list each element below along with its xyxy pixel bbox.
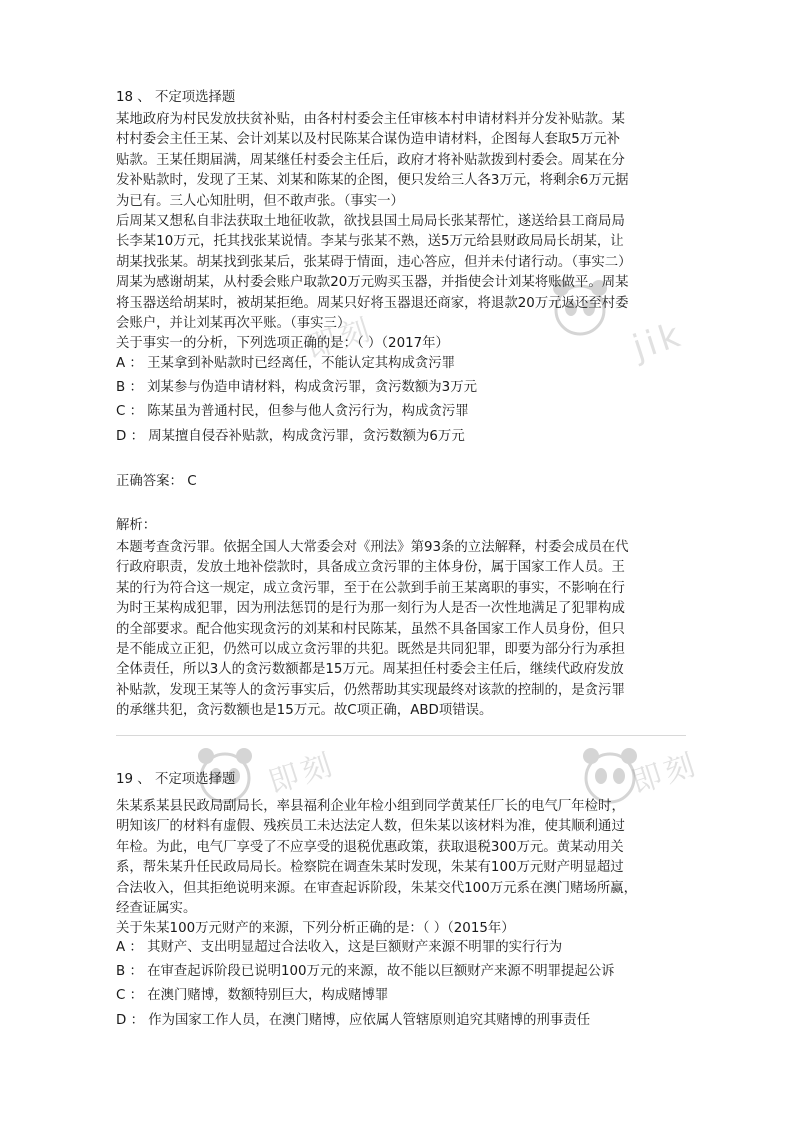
- analysis-line: 某的行为符合这一规定，成立贪污罪，至于在公款到手前王某离职的事实，不影响在行: [116, 580, 625, 596]
- stem-line: 关于事实一的分析，下列选项正确的是：（ ）（2017年）: [116, 336, 449, 352]
- stem-line: 年检。为此，电气厂享受了不应享受的退税优惠政策，获取退税300万元。黄某动用关: [116, 839, 624, 855]
- question-19-stem: [116, 797, 686, 940]
- option-c[interactable]: C ： 在澳门赌博，数额特别巨大，构成赌博罪: [116, 988, 389, 1004]
- stem-line: 村村委会主任王某、会计刘某以及村民陈某合谋伪造申请材料，企图每人套取5万元补: [116, 132, 620, 148]
- question-header: 19 、 不定项选择题: [116, 772, 236, 787]
- stem-line: 朱某系某县民政局副局长，率县福利企业年检小组到同学黄某任厂长的电气厂年检时，: [116, 799, 625, 814]
- option-a[interactable]: A ： 其财产、支出明显超过合法收入，这是巨额财产来源不明罪的实行行为: [116, 940, 563, 955]
- stem-line: 系，帮朱某升任民政局局长。检察院在调查朱某时发现，朱某有100万元财产明显超过: [116, 860, 624, 876]
- stem-line: 后周某又想私自非法获取土地征收款，欲找县国土局局长张某帮忙，遂送给县工商局局: [116, 213, 625, 229]
- question-18: [116, 88, 686, 108]
- analysis-line: 补贴款，发现王某等人的贪污事实后，仍然帮助其实现最终对该款的控制的，是贪污罪: [116, 682, 625, 698]
- stem-line: 周某为感谢胡某，从村委会账户取款20万元购买玉器，并指使会计刘某将账做平。周某: [116, 275, 629, 291]
- stem-line: 明知该厂的材料有虚假、残疾员工未达法定人数，但朱某以该材料为准，使其顺利通过: [116, 819, 625, 835]
- stem-line: 将玉器送给胡某时，被胡某拒绝。周某只好将玉器退还商家，将退款20万元返还至村委: [116, 295, 629, 311]
- option-a[interactable]: A ： 王某拿到补贴款时已经离任，不能认定其构成贪污罪: [116, 356, 456, 371]
- watermark-text-bottom-right: 即刻: [627, 746, 703, 801]
- stem-line: 长李某10万元，托其找张某说情。李某与张某不熟，送5万元给县财政局局长胡某，让: [116, 234, 624, 250]
- analysis-line: 为时王某构成犯罪，因为刑法惩罚的是行为那一刻行为人是否一次性地满足了犯罪构成: [116, 601, 625, 617]
- analysis-label: 解析：: [116, 518, 157, 533]
- stem-line: 为已有。三人心知肚明，但不敢声张。（事实一）: [116, 193, 404, 209]
- analysis-line: 行政府职责，发放土地补偿款时，具备成立贪污罪的主体身份，属于国家工作人员。王: [116, 560, 625, 576]
- correct-answer: 正确答案： C: [116, 474, 197, 489]
- analysis-line: 全体责任，所以3人的贪污数额都是15万元。周某担任村委会主任后，继续代政府发放: [116, 662, 624, 678]
- question-18-stem: [116, 110, 686, 355]
- option-b[interactable]: B ： 在审查起诉阶段已说明100万元的来源，故不能以巨额财产来源不明罪提起公诉: [116, 964, 615, 980]
- analysis-line: 是不能成立正犯，仍然可以成立贪污罪的共犯。既然是共同犯罪，即要为部分行为承担: [116, 641, 625, 657]
- option-d[interactable]: D ： 周某擅自侵吞补贴款，构成贪污罪，贪污数额为6万元: [116, 428, 465, 444]
- analysis-line: 本题考查贪污罪。依据全国人大常委会对《刑法》第93条的立法解释，村委会成员在代: [116, 540, 629, 555]
- option-b[interactable]: B ： 刘某参与伪造申请材料，构成贪污罪，贪污数额为3万元: [116, 380, 477, 396]
- stem-line: 发补贴款时，发现了王某、刘某和陈某的企图，便只发给三人各3万元，将剩余6万元据: [116, 173, 629, 189]
- stem-line: 关于朱某100万元财产的来源，下列分析正确的是：（ ）（2015年）: [116, 921, 515, 937]
- section-divider: [116, 735, 686, 736]
- question-19: [116, 770, 686, 790]
- option-d[interactable]: D ： 作为国家工作人员，在澳门赌博，应依属人管辖原则追究其赌博的刑事责任: [116, 1012, 591, 1028]
- watermark-text-top: jik: [628, 314, 689, 369]
- analysis-line: 的承继共犯，贪污数额也是15万元。故C项正确，ABD项错误。: [116, 703, 493, 719]
- analysis-line: 的全部要求。配合他实现贪污的刘某和村民陈某，虽然不具备国家工作人员身份，但只: [116, 621, 625, 637]
- question-header: 18 、 不定项选择题: [116, 90, 236, 105]
- question-19-options: [116, 936, 686, 1033]
- stem-line: 会账户，并让刘某再次平账。（事实三）: [116, 315, 351, 331]
- watermark-text-mid: 即刻: [302, 311, 378, 366]
- stem-line: 合法收入，但其拒绝说明来源。在审查起诉阶段，朱某交代100万元系在澳门赌场所赢，: [116, 880, 638, 896]
- question-18-options: [116, 352, 686, 449]
- analysis-text: [116, 538, 686, 722]
- stem-line: 贴款。王某任期届满，周某继任村委会主任后，政府才将补贴款拨到村委会。周某在分: [116, 152, 625, 168]
- option-c[interactable]: C ： 陈某虽为普通村民，但参与他人贪污行为，构成贪污罪: [116, 404, 469, 420]
- stem-line: 某地政府为村民发放扶贫补贴，由各村村委会主任审核本村申请材料并分发补贴款。某: [116, 112, 625, 127]
- stem-line: 胡某找张某。胡某找到张某后，张某碍于情面，违心答应，但并未付诸行动。（事实二）: [116, 254, 632, 270]
- watermark-text-bottom-left: 即刻: [264, 746, 340, 801]
- stem-line: 经查证属实。: [116, 900, 197, 916]
